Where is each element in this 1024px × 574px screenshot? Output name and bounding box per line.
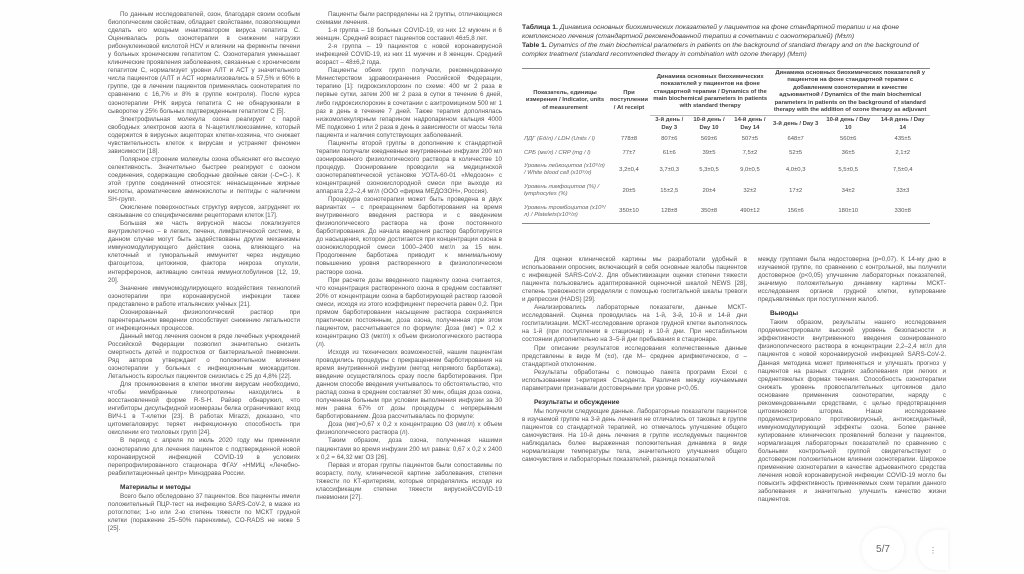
section-heading: Выводы <box>770 310 799 318</box>
header-indicator: Показатель, единицы измерения / Indicator, units of measurement <box>525 90 605 111</box>
paragraph: Всего было обследовано 37 пациентов. Все пациенты имели положительный ПЦР-тест на инфекцию SARS-CoV-2, в мазке из ротоглотки; 1-ю или 2-ю степень тяжести по МСКТ грудной клетки (поражение 25–50% паренхимы), CO-RADS не ниже 5 [25]. <box>108 492 300 532</box>
cell-at-receipt: 350±10 <box>619 208 639 215</box>
paragraph: Значение иммуномодулирующего воздействия технологий озонотерапии при коронавирусной инфекции также представлено в работе итальянских учёных [21]. <box>108 284 300 308</box>
section-heading: Результаты и обсуждение <box>534 398 620 406</box>
cell-value: 507±5 <box>741 136 759 143</box>
paragraph: Озонированный физиологический раствор при парентеральном введении способствует снижению летальности от инфекционных процессов. <box>108 308 300 332</box>
paragraph: Данный метод лечения озоном в ряде лечебных учреждений Российской Федерации позволил значительно снизить смертность детей и подростков от бактериальной пневмонии. Ряд авторов утверждает о положительном влиянии озонотерапии у больных с инфекционным миокардитом. Летальность взрослых пациентов снизилась с 25 до 4,8% [22]. <box>108 332 300 381</box>
table-caption-ru <box>522 23 942 41</box>
cell-at-receipt: 20±5 <box>622 187 636 194</box>
cell-value: 7,5±2 <box>742 149 758 156</box>
table-row <box>522 160 930 181</box>
cell-value: 350±8 <box>700 208 718 215</box>
cell-value: 39±5 <box>702 149 716 156</box>
cell-value: 2,1±2 <box>895 149 911 156</box>
header-day: 14-й день / Day 14 <box>875 116 930 133</box>
table-row <box>522 181 930 202</box>
paragraph: Для проникновения в клетки многим вирусам необходимо, чтобы мембранные гликопротеины находились в восстановленной форме R-S-H. Райзер обнаружил, что ингибиторы дисульфидной изомеразы белка ограничивают вход ВИЧ-1 в Т-клетки [23]. В работах Mirazzi, доказано, что цитомегаловирус теряет инфекционную способность при окислении его тиоловых групп [24]. <box>108 381 300 437</box>
cell-value: 32±2 <box>743 187 757 194</box>
caption-ru-text: Динамика основных биохимических показателей у пациентов на фоне стандартной терапии и на фоне комплексного лечения (стандартной рекомендованной терапии в сочетании с озонотерапией) (M±m) <box>522 24 899 40</box>
paragraph: Окисление поверхностных структур вирусов, затрудняет их связывание со специфическими рецепторами клеток [17]. <box>108 204 300 220</box>
page-indicator-label: 5/7 <box>876 543 890 555</box>
paragraph: 2-я группа – 19 пациентов с новой коронавирусной инфекцией COVID-19, из них 11 мужчин и 8 женщин. Средний возраст – 48±6,2 года. <box>316 43 502 67</box>
section-heading: Материалы и методы <box>120 483 191 491</box>
paragraph: Процедура озонотерапии может быть проведена в двух вариантах – с прекращением барботирования на время внутривенного введения раствора и с введением физиологического раствора на фоне постоянного барботирования. До начала введения раствор барботируется до насыщения, которое достигается при концентрации озона в озонокислородной смеси 1000–2400 мкг/л за 15 мин. Продолжение барботажа приводит к минимальному повышению уровня растворенного в физиологическом растворе озона. <box>316 196 502 276</box>
cell-at-receipt: 778±8 <box>620 136 638 143</box>
paragraph: Для оценки клинической картины мы разработали удобный в использовании опросник, включающий в себя основные жалобы пациентов с инфекцией SARS-CoV-2. Для объективизации оценки степени тяжести пациента пользовались адаптированной оценочной шкалой NEWS [28], степень тревожности определяли с помощью госпитальной шкалы тревоги и депрессии (HADS) [29]. <box>522 256 747 304</box>
caption-ru-label: Таблица 1. <box>522 24 558 31</box>
cell-value: 33±3 <box>896 187 910 194</box>
cell-value: 490±12 <box>740 208 760 215</box>
header-day: 10-й день / Day 10 <box>689 116 730 133</box>
header-group-standard: Динамика основных биохимических показателей у пациентов на фоне стандартной терапии / Dynamics of the main biochemical parameters in patients with standard therapy <box>653 73 768 110</box>
cell-value: 34±2 <box>841 187 855 194</box>
next-page-button[interactable] <box>918 530 948 570</box>
cell-value: 3,7±0,3 <box>659 166 680 173</box>
cell-value: 20±4 <box>702 187 716 194</box>
paragraph: Пациенты были распределены на 2 группы, отличающиеся схемами лечения. <box>316 11 502 27</box>
cell-value: 52±5 <box>789 149 803 156</box>
cell-value: 9,0±0,5 <box>740 166 760 173</box>
cell-indicator: Уровень тромбоцитов (х10⁹/л) / Platelets(х10⁹/л) <box>524 204 606 219</box>
cell-value: 180±10 <box>838 208 859 215</box>
table-row <box>522 133 930 146</box>
cell-value: 36±5 <box>841 149 855 156</box>
cell-at-receipt: 3,2±0,4 <box>619 166 639 173</box>
paragraph: Первая и вторая группы пациентов были сопоставимы по возрасту, полу, клинической картине заболевания, степени тяжести по КТ-критериям, которые определялись исходя из классификации степени тяжести вирусной/COVID-19 пневмонии [27]. <box>316 461 502 501</box>
cell-at-receipt: 77±7 <box>622 149 636 156</box>
cell-value: 5,5±0,5 <box>838 166 859 173</box>
caption-en-label: Table 1. <box>522 42 547 49</box>
header-day: 3-й день / Day 3 <box>650 116 689 133</box>
table-caption <box>522 23 942 59</box>
header-day: 14-й день / Day 14 <box>729 116 770 133</box>
paragraph: При расчете дозы введенного пациенту озона считается, что концентрация растворенного озона в среднем составляет 20% от концентрации озона в барботирующей раствор газовой смеси, исходя из этого коэффициент пересчета равен 0,2. При прямом барботировании насыщение раствора сохраняется практически постоянным, доза озона, полученная при этом пациентом, рассчитывается по формуле: Доза (мкг) = 0,2 х концентрацию О3 (мкг/л) х объем физиологического раствора (л). <box>316 276 502 348</box>
cell-indicator: Уровень лимфоцитов (%) / lymphocytes (%) <box>524 183 600 198</box>
cell-value: 807±6 <box>661 136 678 143</box>
cell-indicator: ЛДГ (Ед/л) / LDH (Units / l) <box>524 136 595 143</box>
paragraph: Пациенты обеих групп получали, рекомендованную Министерством здравоохранения Российской Федерации, терапию [1]: гидроксихлорохин по схеме: 400 мг 2 раза в первые сутки, затем 200 мг 2 раза в сутки в течение 6 дней, либо гидроксихлорохин в сочетании с азитромицином 500 мг 1 раз в день в течение 7 дней. Также терапия дополнялась низкомолекулярным гепарином надропарином кальция 4000 МЕ подкожно 1 или 2 раза в день в зависимости от массы тела пациента и наличия сопутствующих заболеваний. <box>316 67 502 139</box>
cell-value: 569±6 <box>700 136 718 143</box>
header-day: 3-й день / Day 3 <box>770 116 821 133</box>
text-column-1 <box>108 11 300 533</box>
paragraph: Большая же часть вирусной массы локализуется внутриклеточно – в легких, печени, лимфатической системе, в данном случае могут быть задействованы другие механизмы иммуномодулирующего действия озона, влияющего на клеточный и гуморальный иммунитет через индукцию фагоцитоза, цитокинов, фактора некроза опухоли, интерферонов, активацию синтеза иммуноглобулинов [12, 19, 20]. <box>108 220 300 284</box>
paragraph: В период с апреля по июль 2020 году мы применяли озонотерапию для лечения пациентов с подтвержденной новой коронавирусной инфекцией COVID-19 в условиях перепрофилированного стационара ФГАУ «НМИЦ «Лечебно-реабилитационный центр» Минздрава России. <box>108 437 300 477</box>
cell-indicator: Уровень лейкоцитов (х10⁹/л) / White blood cell (х10⁹/л) <box>524 163 605 177</box>
text-column-4 <box>758 256 946 504</box>
cell-value: 61±6 <box>662 149 676 156</box>
cell-value: 128±8 <box>661 208 678 215</box>
paragraph: Электрофильная молекула озона реагирует с парой свободных электронов азота в N-ацетилглюкозамине, который содержится в вирусных акцепторах клетки-хозяина, что снижает чувствительность клеток к вирусам и устраняет феномен зависимости [18]. <box>108 115 300 155</box>
cell-indicator: СРБ (мг/л) / CRP (mg / l) <box>524 149 591 156</box>
cell-value: 156±6 <box>787 208 804 215</box>
table-row <box>522 202 930 223</box>
table-row <box>522 147 930 160</box>
paragraph: 1-я группа – 18 больных COVID-19, из них 12 мужчин и 6 женщин. Средний возраст пациентов составил 46±5,8 лет. <box>316 27 502 43</box>
page-indicator[interactable] <box>862 528 904 570</box>
table-caption-en <box>522 41 942 59</box>
paragraph: По данным исследователей, озон, благодаря своим особым биологическим свойствам, обладает свойствами, позволяющими сделать его мощным инактиватором вируса гепатита С. Оценивалась роль озонотерапии в снижении нагрузки рибонуклеиновой кислотой HCV и влиянии на ферменты печени у больных хроническим гепатитом С. Озонотерапия уменьшает клинические проявления заболевания, связанные с хроническим гепатитом С, нормализует уровни АЛТ и АСТ у значительного числа пациентов (АЛТ и АСТ нормализовались в 57,5% и 60% в группе, где в лечении пациентов применялась озонотерапия по сравнению с 16,7% и 8% в группе контроля). После курса озонотерапии РНК вируса гепатита С не обнаруживали в сыворотке у 25% больных подтвержденным гепатитом С [5]. <box>108 11 300 115</box>
cell-value: 5,3±0,5 <box>699 166 719 173</box>
caption-en-text: Dynamics of the main biochemical parameters in patients on the background of standard therapy and on the background of complex treatment (standard recommended therapy in combination with ozone therapy) (M±m) <box>522 42 919 58</box>
cell-value: 330±8 <box>894 208 911 215</box>
header-group-ozone: Динамика основных биохимических показателей у пациентов на фоне стандартной терапии с добавлением озонотерапии в качестве адъювантной / Dynamics of the main biochemical parameters in patients on the background of standard therapy with the addition of ozone therapy as adjuvant <box>773 70 927 114</box>
cell-value: 560±6 <box>840 136 857 143</box>
more-icon: ⋮ <box>929 545 937 555</box>
cell-value: 4,0±0,3 <box>785 166 806 173</box>
paragraph: Полярное строение молекулы озона объясняет его высокую селективность. Значительно быстрее реагируют с озоном соединения, содержащие свободные двойные связи (-С=С-). К этой группе соединений относятся: ненасыщенные жирные кислоты, ароматические аминокислоты и пептиды с наличием SH-групп. <box>108 155 300 204</box>
header-at-receipt: При поступлении / At receipt <box>610 90 648 111</box>
text-column-3 <box>522 256 747 464</box>
cell-value: 17±2 <box>789 187 803 194</box>
paragraph: Пациенты второй группы в дополнение к стандартной терапии получали ежедневные внутривенные инфузии 200 мл озонированного физиологического раствора в количестве 10 процедур. Озонирование проводили на медицинской озонотерапевтической установке УОТА-60-01 «Медозон» с концентрацией озонокислородной смеси при выходе из аппарата 2,2–2,4 мг/л (ООО «фирма МЕДОЗОН», Россия). <box>316 139 502 196</box>
biochemical-parameters-table <box>522 68 930 224</box>
data-table-container <box>522 68 930 224</box>
paragraph: Результаты обработаны с помощью пакета программ Excel с использованием t-критерия Стьюдента. Различия между изучаемыми параметрами признавали достоверными при уровне p<0,05. <box>522 368 747 392</box>
paragraph: Исходя из технических возможностей, нашим пациентам проводились процедуры с прекращением барботирования на время внутривенной инфузии (метод непрямого барботажа), введение осуществлялось сразу после барботирования. При данном способе введения учитывалось то обстоятельство, что распад озона в среднем составляет 30 мин, общая доза озона, полученная больным при условии выполнения инфузии за 30 мин равна 67% от дозы процедуры с непрерывным барботированием. Доза рассчитывалась по формуле: <box>316 348 502 421</box>
text-column-2 <box>316 11 502 502</box>
paragraph: Мы получили следующие данные. Лабораторные показатели пациентов в изучаемой группе на 3-й день лечения не отличались от таковых в группе пациентов со стандартной терапией, но отмечалось улучшение общего самочувствия. На 10-й день лечения в группе исследуемых пациентов наблюдалась более выраженная положительная динамика в виде нормализации температуры тела, значительного улучшения общего самочувствия и лабораторных показателей, разница показателей <box>522 407 747 464</box>
header-day: 10-й день / Day 10 <box>821 116 876 133</box>
paragraph: При описании результатов исследования количественные данные представлены в виде М (±σ), где М– среднее арифметическое, σ – стандартной отклонение. <box>522 344 747 368</box>
paragraph: между группами была недостоверна (p=0,07). К 14-му дню в изучаемой группе, по сравнению с контрольной, мы получили достоверное (p<0,05) улучшение лабораторных показателей, значимую положительную динамику картины МСКТ-исследования органов грудной клетки, купирование предъявляемых при поступлении жалоб. <box>758 256 946 304</box>
cell-value: 648±7 <box>787 136 804 143</box>
cell-value: 435±5 <box>894 136 911 143</box>
paragraph: Анализировались лабораторные показатели, данные МСКТ-исследований. Оценка проводилась на 1-й, 3-й, 10-й и 14-й дни госпитализации. МСКТ-исследование органов грудной клетки выполнялось на 1-й (при поступлении в стационар) и 10-й дни. При нестабильном состоянии дополнительно на 3–5-й дни пребывания в стационаре. <box>522 304 747 344</box>
paragraph: Доза (мкг)=0,67 х 0,2 х концентрацию О3 (мкг/л) х объем физиологического раствора (л). <box>316 421 502 437</box>
cell-value: 15±2,5 <box>660 187 679 194</box>
cell-value: 7,5±0,4 <box>892 166 913 173</box>
paragraph: Таким образом, доза озона, полученная нашими пациентами во время инфузии 200 мл равна: 0,67 х 0,2 х 2400 х 0,2 = 64,32 мкг О3 [26]. <box>316 437 502 461</box>
paragraph: Таким образом, результаты нашего исследования продемонстрировали высокий уровень безопасности и эффективности внутривенного введения озонированного физиологического раствора в концентрации 2,2–2,4 мг/л для пациентов с новой коронавирусной инфекцией SARS-CoV-2. Данная методика может применяться и улучшать прогноз у пациентов на разных стадиях заболевания при легких и среднетяжелых формах течения. Способность озонотерапии снижать уровень провоспалительных цитокинов дало основание применения озонотерапии, наряду с рекомендованными средствами, с целью предотвращения цитокинового шторма. Наше исследование продемонстрировало противовирусный, антиоксидантный, иммуномодулирующий эффекты озона. Более раннее купирование клинических проявлений болезни у пациентов, нормализация лабораторных показателей по сравнению с больными контрольной группой свидетельствуют о достоверном положительном влиянии озонотерапии. Широкое применение озонотерапии в качестве адъювантного средства лечения новой коронавирусной инфекции COVID-19 могло бы повысить эффективность применяемых схем терапии данного заболевания и значительно улучшить качество жизни пациентов. <box>758 319 946 504</box>
